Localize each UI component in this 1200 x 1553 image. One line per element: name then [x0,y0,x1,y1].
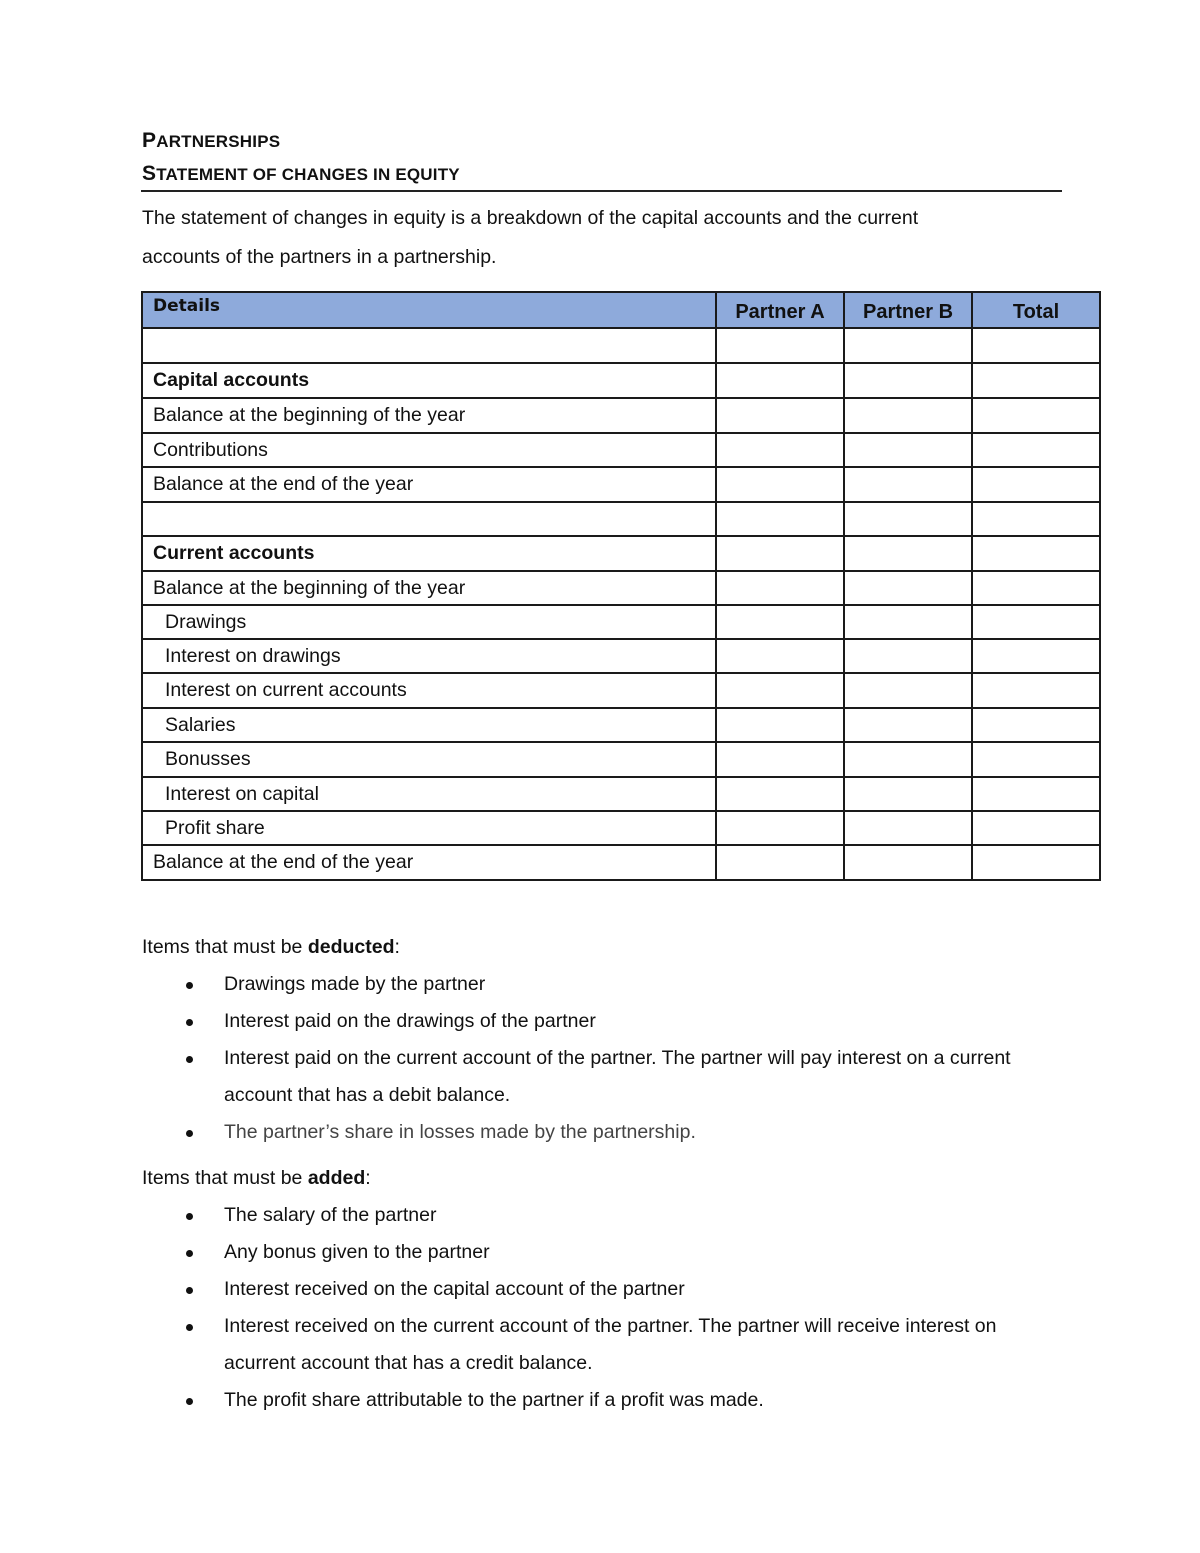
table-row [142,639,1100,673]
title-partnerships: PARTNERSHIPS [142,129,281,152]
total-cell [972,639,1100,673]
row-label: Contributions [142,433,716,467]
total-cell [972,777,1100,811]
header-total: Total [972,292,1100,328]
partner-b-cell [844,536,972,571]
partner-b-cell [844,708,972,742]
table-row [142,328,1100,363]
total-cell [972,605,1100,639]
table-row [142,673,1100,708]
partner-a-cell [716,673,844,708]
partner-b-cell [844,467,972,502]
table-row [142,363,1100,398]
partner-a-cell [716,811,844,845]
total-cell [972,433,1100,467]
partner-b-cell [844,571,972,605]
partner-b-cell [844,845,972,880]
row-label: Drawings [142,605,716,639]
partner-b-cell [844,363,972,398]
partner-a-cell [716,605,844,639]
total-cell [972,502,1100,536]
added-list [142,1197,1072,1419]
row-label: Capital accounts [142,363,716,398]
partner-b-cell [844,502,972,536]
row-label: Current accounts [142,536,716,571]
partner-a-cell [716,502,844,536]
intro-line-2: accounts of the partners in a partnership. [142,246,497,268]
partner-b-cell [844,639,972,673]
table-row [142,845,1100,880]
partner-b-cell [844,777,972,811]
header-partner-b: Partner B [844,292,972,328]
table-row [142,742,1100,777]
table-row [142,605,1100,639]
added-heading: Items that must be added: [142,1167,371,1189]
table-row [142,398,1100,433]
list-item: The profit share attributable to the partner if a profit was made. [142,1382,1072,1419]
title-divider [141,190,1062,192]
partner-b-cell [844,605,972,639]
row-label: Profit share [142,811,716,845]
total-cell [972,398,1100,433]
row-label: Bonusses [142,742,716,777]
table-row [142,433,1100,467]
list-item: Interest received on the capital account of the partner [142,1271,1072,1308]
row-label: Balance at the end of the year [142,845,716,880]
total-cell [972,742,1100,777]
total-cell [972,811,1100,845]
list-item: The salary of the partner [142,1197,1072,1234]
partner-a-cell [716,363,844,398]
partner-b-cell [844,673,972,708]
partner-a-cell [716,777,844,811]
deducted-heading: Items that must be deducted: [142,936,400,958]
deducted-list [142,966,1072,1151]
total-cell [972,328,1100,363]
title-statement: STATEMENT OF CHANGES IN EQUITY [142,162,460,185]
table-row [142,708,1100,742]
table-row [142,502,1100,536]
table-row [142,777,1100,811]
partner-a-cell [716,467,844,502]
table-row [142,467,1100,502]
total-cell [972,708,1100,742]
row-label: Balance at the end of the year [142,467,716,502]
partner-a-cell [716,398,844,433]
row-label [142,328,716,363]
row-label: Balance at the beginning of the year [142,571,716,605]
equity-table [141,291,1101,881]
list-item: Interest paid on the drawings of the partner [142,1003,1072,1040]
list-item: The partner’s share in losses made by the partnership. [142,1114,1072,1151]
total-cell [972,673,1100,708]
row-label [142,502,716,536]
header-details: Details [142,292,716,328]
row-label: Interest on capital [142,777,716,811]
partner-b-cell [844,433,972,467]
list-item: Interest received on the current account of the partner. The partner will receive interest on acurrent account that has a credit balance. [142,1308,1072,1382]
partner-b-cell [844,398,972,433]
row-label: Salaries [142,708,716,742]
partner-a-cell [716,708,844,742]
table-row [142,536,1100,571]
table-row [142,571,1100,605]
total-cell [972,467,1100,502]
row-label: Interest on drawings [142,639,716,673]
partner-a-cell [716,845,844,880]
total-cell [972,363,1100,398]
table-row [142,811,1100,845]
partner-a-cell [716,433,844,467]
list-item: Drawings made by the partner [142,966,1072,1003]
partner-a-cell [716,571,844,605]
header-partner-a: Partner A [716,292,844,328]
total-cell [972,845,1100,880]
partner-a-cell [716,328,844,363]
total-cell [972,536,1100,571]
list-item: Any bonus given to the partner [142,1234,1072,1271]
partner-a-cell [716,639,844,673]
intro-line-1: The statement of changes in equity is a breakdown of the capital accounts and the current [142,207,919,229]
row-label: Balance at the beginning of the year [142,398,716,433]
partner-a-cell [716,536,844,571]
partner-a-cell [716,742,844,777]
partner-b-cell [844,742,972,777]
partner-b-cell [844,328,972,363]
total-cell [972,571,1100,605]
row-label: Interest on current accounts [142,673,716,708]
list-item: Interest paid on the current account of the partner. The partner will pay interest on a current account that has a debit balance. [142,1040,1072,1114]
partner-b-cell [844,811,972,845]
